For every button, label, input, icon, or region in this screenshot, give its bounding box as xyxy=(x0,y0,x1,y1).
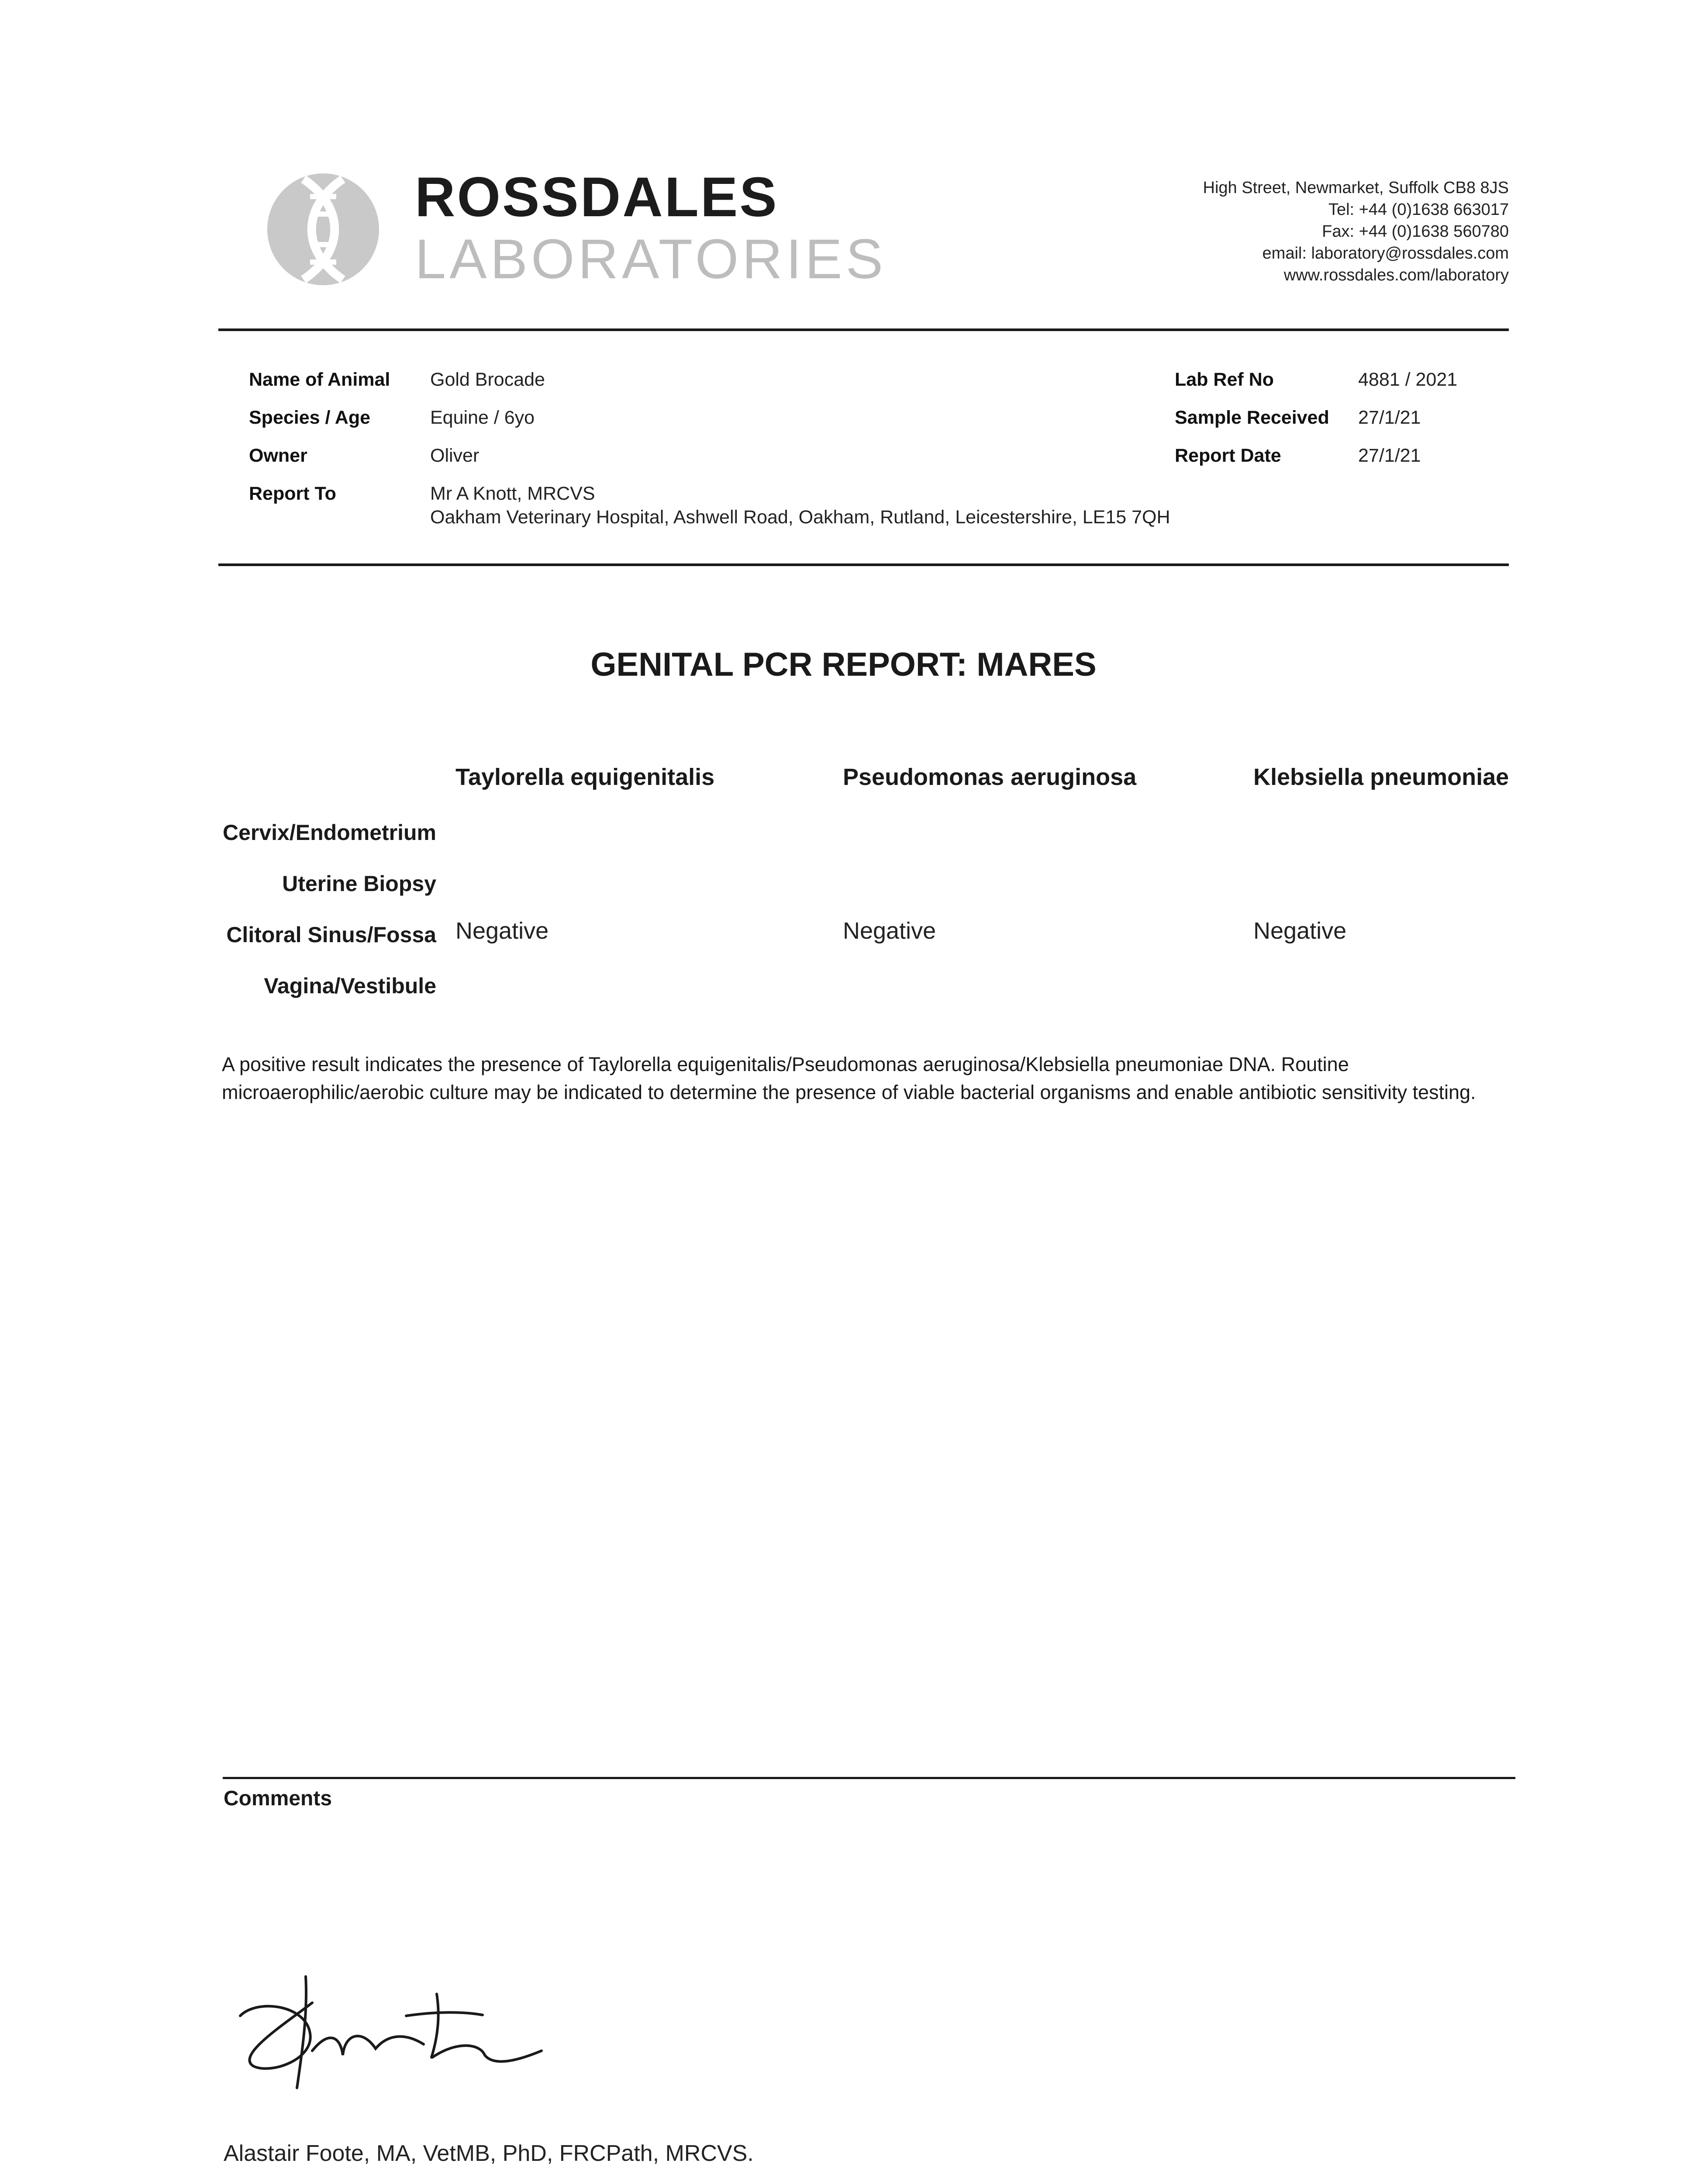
header-divider xyxy=(218,328,1509,331)
lab-ref-label: Lab Ref No xyxy=(1175,369,1274,390)
lab-ref-value: 4881 / 2021 xyxy=(1358,369,1458,390)
result-clitoral-pseudomonas: Negative xyxy=(843,918,936,944)
contact-web: www.rossdales.com/laboratory xyxy=(1283,266,1509,284)
column-klebsiella: Klebsiella pneumoniae xyxy=(1253,764,1509,790)
info-divider xyxy=(218,563,1509,566)
row-label-cervix: Cervix/Endometrium xyxy=(222,820,436,845)
comments-divider xyxy=(223,1777,1515,1779)
contact-email: email: laboratory@rossdales.com xyxy=(1262,244,1509,263)
owner-value: Oliver xyxy=(430,445,480,466)
report-to-label: Report To xyxy=(249,483,336,504)
brand-name: ROSSDALES xyxy=(415,166,779,228)
result-clitoral-klebsiella: Negative xyxy=(1253,918,1347,944)
row-label-uterine-biopsy: Uterine Biopsy xyxy=(282,871,436,896)
column-taylorella: Taylorella equigenitalis xyxy=(455,764,715,790)
contact-address: High Street, Newmarket, Suffolk CB8 8JS xyxy=(1203,179,1509,197)
signer-name: Alastair Foote, MA, VetMB, PhD, FRCPath, MRCVS. xyxy=(224,2141,754,2166)
owner-label: Owner xyxy=(249,445,307,466)
contact-fax: Fax: +44 (0)1638 560780 xyxy=(1322,222,1509,241)
row-label-vagina: Vagina/Vestibule xyxy=(264,974,436,998)
signature-image xyxy=(231,1968,563,2099)
comments-label: Comments xyxy=(224,1787,332,1810)
brand-subtitle: LABORATORIES xyxy=(415,228,887,290)
report-to-name: Mr A Knott, MRCVS xyxy=(430,483,595,504)
contact-block xyxy=(1203,177,1509,286)
row-label-clitoral-sinus: Clitoral Sinus/Fossa xyxy=(226,923,436,947)
sample-received-label: Sample Received xyxy=(1175,407,1329,428)
interpretation-note: A positive result indicates the presence of Taylorella equigenitalis/Pseudomonas aeruginosa/Klebsiella pneumoniae DNA. Routine microaerophilic/aerobic culture may be indicated to determine the presence of viable bacterial organisms and enable antibiotic sensitivity testing. xyxy=(222,1053,1476,1103)
result-clitoral-taylorella: Negative xyxy=(455,918,549,944)
species-age-value: Equine / 6yo xyxy=(430,407,535,428)
name-of-animal-value: Gold Brocade xyxy=(430,369,545,390)
column-pseudomonas: Pseudomonas aeruginosa xyxy=(843,764,1137,790)
contact-tel: Tel: +44 (0)1638 663017 xyxy=(1328,200,1509,219)
report-to-address: Oakham Veterinary Hospital, Ashwell Road, Oakham, Rutland, Leicestershire, LE15 7QH xyxy=(430,507,1170,528)
report-date-label: Report Date xyxy=(1175,445,1281,466)
dna-helix-icon xyxy=(262,166,384,293)
report-title: GENITAL PCR REPORT: MARES xyxy=(590,646,1097,683)
name-of-animal-label: Name of Animal xyxy=(249,369,390,390)
sample-received-value: 27/1/21 xyxy=(1358,407,1421,428)
species-age-label: Species / Age xyxy=(249,407,371,428)
report-date-value: 27/1/21 xyxy=(1358,445,1421,466)
